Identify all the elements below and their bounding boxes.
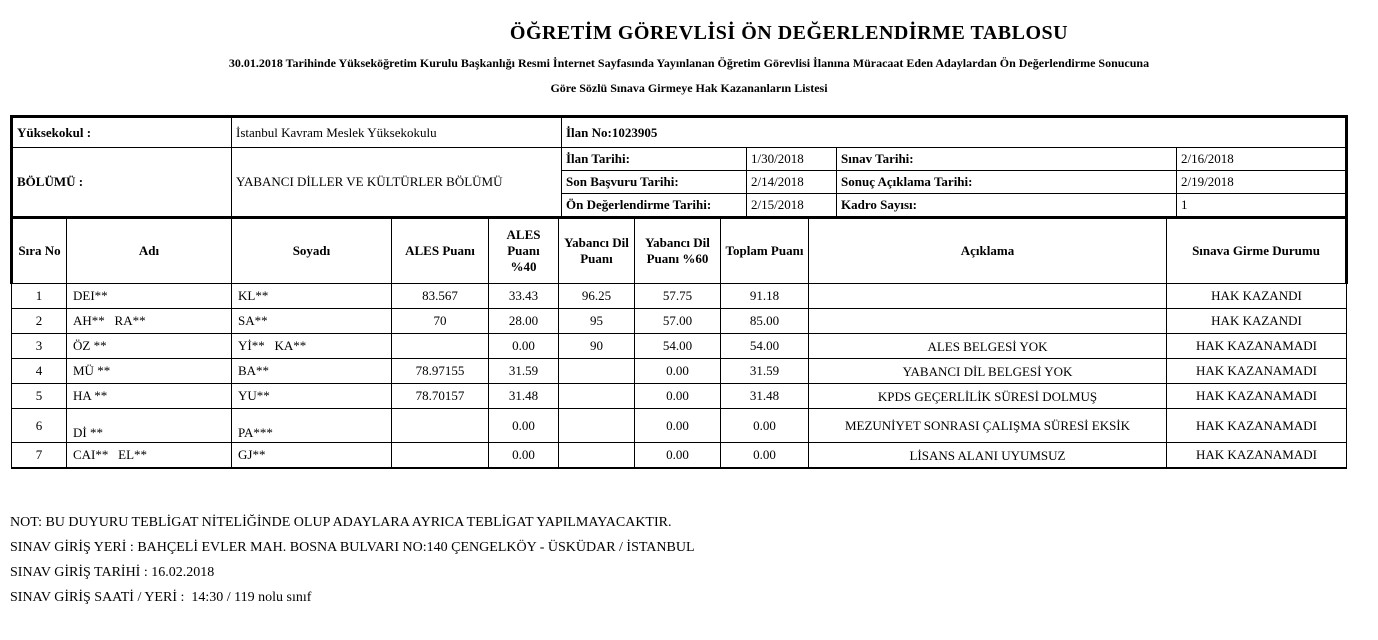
kadro-sayisi-label: Kadro Sayısı: [837, 194, 1177, 218]
header-row [12, 219, 1347, 284]
cell-toplam: 54.00 [721, 334, 809, 359]
cell-durum: HAK KAZANAMADI [1167, 384, 1347, 409]
cell-toplam: 85.00 [721, 309, 809, 334]
cell-toplam: 91.18 [721, 284, 809, 309]
cell-ales40: 33.43 [489, 284, 559, 309]
cell-toplam: 31.59 [721, 359, 809, 384]
cell-toplam: 0.00 [721, 409, 809, 443]
col-header-sira-no: Sıra No [12, 219, 67, 284]
table-row [12, 384, 1347, 409]
table-row [12, 309, 1347, 334]
tables-container [10, 115, 1345, 469]
cell-yd60: 57.75 [635, 284, 721, 309]
cell-soyadi: KL** [232, 284, 392, 309]
cell-yd: 96.25 [559, 284, 635, 309]
cell-sira: 2 [12, 309, 67, 334]
cell-adi: HA ** [67, 384, 232, 409]
cell-ales: 83.567 [392, 284, 489, 309]
col-header-toplam: Toplam Puanı [721, 219, 809, 284]
cell-adi: DEI** [67, 284, 232, 309]
sonuc-aciklama-label: Sonuç Açıklama Tarihi: [837, 171, 1177, 194]
subtitle-line-2: Göre Sözlü Sınava Girmeye Hak Kazananların Listesi [550, 81, 828, 95]
cell-soyadi: BA** [232, 359, 392, 384]
cell-yd [559, 359, 635, 384]
on-degerlendirme-value: 2/15/2018 [747, 194, 837, 218]
cell-ales: 78.70157 [392, 384, 489, 409]
cell-aciklama [809, 284, 1167, 309]
sinav-tarihi-value: 2/16/2018 [1177, 148, 1347, 171]
cell-soyadi: PA*** [232, 409, 392, 443]
results-table [10, 219, 1348, 469]
ilan-tarihi-label: İlan Tarihi: [562, 148, 747, 171]
cell-ales40: 0.00 [489, 409, 559, 443]
son-basvuru-value: 2/14/2018 [747, 171, 837, 194]
col-header-yabanci-dil: Yabancı Dil Puanı [559, 219, 635, 284]
cell-yd [559, 384, 635, 409]
ilan-no: İlan No:1023905 [562, 117, 1347, 148]
note-sinav-giris-yeri: SINAV GİRİŞ YERİ : BAHÇELİ EVLER MAH. BOSNA BULVARI NO:140 ÇENGELKÖY - ÜSKÜDAR / İSTANBUL [10, 540, 695, 555]
cell-sira: 3 [12, 334, 67, 359]
cell-soyadi: Yİ** KA** [232, 334, 392, 359]
yuksekokul-value: İstanbul Kavram Meslek Yüksekokulu [232, 117, 562, 148]
cell-aciklama [809, 409, 1167, 443]
table-row [12, 284, 1347, 309]
aciklama-text: KPDS GEÇERLİLİK SÜRESİ DOLMUŞ [877, 388, 1098, 404]
cell-soyadi: SA** [232, 309, 392, 334]
cell-yd [559, 443, 635, 469]
cell-sira: 6 [12, 409, 67, 443]
cell-adi: CAI** EL** [67, 443, 232, 469]
yuksekokul-label: Yüksekokul : [12, 117, 232, 148]
kadro-sayisi-value: 1 [1177, 194, 1347, 218]
cell-ales40: 31.59 [489, 359, 559, 384]
info-table [10, 115, 1348, 219]
cell-yd60: 0.00 [635, 359, 721, 384]
cell-sira: 1 [12, 284, 67, 309]
table-row [12, 443, 1347, 469]
cell-durum: HAK KAZANDI [1167, 284, 1347, 309]
aciklama-text: ALES BELGESİ YOK [927, 338, 1048, 354]
cell-yd: 95 [559, 309, 635, 334]
aciklama-text: YABANCI DİL BELGESİ YOK [902, 363, 1073, 379]
col-header-ales-40: ALES Puanı %40 [489, 219, 559, 284]
cell-ales: 78.97155 [392, 359, 489, 384]
cell-aciklama [809, 443, 1167, 469]
col-header-ales-puani: ALES Puanı [392, 219, 489, 284]
cell-soyadi: GJ** [232, 443, 392, 469]
cell-yd [559, 409, 635, 443]
cell-aciklama [809, 334, 1167, 359]
cell-adi: Dİ ** [67, 409, 232, 443]
cell-sira: 7 [12, 443, 67, 469]
cell-ales40: 0.00 [489, 443, 559, 469]
footer-notes [10, 510, 695, 610]
ilan-tarihi-value: 1/30/2018 [747, 148, 837, 171]
table-row [12, 359, 1347, 384]
col-header-adi: Adı [67, 219, 232, 284]
sonuc-aciklama-value: 2/19/2018 [1177, 171, 1347, 194]
cell-sira: 4 [12, 359, 67, 384]
aciklama-text: LİSANS ALANI UYUMSUZ [909, 447, 1066, 463]
sinav-tarihi-label: Sınav Tarihi: [837, 148, 1177, 171]
subtitle-line-1: 30.01.2018 Tarihinde Yükseköğretim Kurulu Başkanlığı Resmi İnternet Sayfasında Yayınlanan Öğretim Görevlisi İlanına Müracaat Eden Adaylardan Ön Değerlendirme Sonucuna [228, 56, 1150, 70]
cell-yd: 90 [559, 334, 635, 359]
col-header-sinava-girme: Sınava Girme Durumu [1167, 219, 1347, 284]
cell-ales40: 31.48 [489, 384, 559, 409]
cell-adi: MÜ ** [67, 359, 232, 384]
cell-adi: ÖZ ** [67, 334, 232, 359]
cell-ales: 70 [392, 309, 489, 334]
cell-yd60: 54.00 [635, 334, 721, 359]
aciklama-text: MEZUNİYET SONRASI ÇALIŞMA SÜRESİ EKSİK [844, 418, 1131, 434]
cell-yd60: 57.00 [635, 309, 721, 334]
cell-ales [392, 443, 489, 469]
note-tebligat: NOT: BU DUYURU TEBLİGAT NİTELİĞİNDE OLUP ADAYLARA AYRICA TEBLİGAT YAPILMAYACAKTIR. [10, 515, 672, 530]
table-row [12, 334, 1347, 359]
cell-yd60: 0.00 [635, 443, 721, 469]
col-header-soyadi: Soyadı [232, 219, 392, 284]
cell-durum: HAK KAZANDI [1167, 309, 1347, 334]
cell-toplam: 0.00 [721, 443, 809, 469]
note-sinav-giris-tarihi: SINAV GİRİŞ TARİHİ : 16.02.2018 [10, 565, 215, 580]
cell-adi: AH** RA** [67, 309, 232, 334]
cell-ales [392, 409, 489, 443]
cell-durum: HAK KAZANAMADI [1167, 359, 1347, 384]
col-header-yabanci-dil-60: Yabancı Dil Puanı %60 [635, 219, 721, 284]
cell-soyadi: YU** [232, 384, 392, 409]
cell-aciklama [809, 309, 1167, 334]
son-basvuru-label: Son Başvuru Tarihi: [562, 171, 747, 194]
cell-yd60: 0.00 [635, 384, 721, 409]
cell-durum: HAK KAZANAMADI [1167, 334, 1347, 359]
cell-durum: HAK KAZANAMADI [1167, 409, 1347, 443]
cell-ales [392, 334, 489, 359]
cell-aciklama [809, 359, 1167, 384]
on-degerlendirme-label: Ön Değerlendirme Tarihi: [562, 194, 747, 218]
cell-toplam: 31.48 [721, 384, 809, 409]
cell-yd60: 0.00 [635, 409, 721, 443]
note-sinav-giris-saati: SINAV GİRİŞ SAATİ / YERİ : 14:30 / 119 nolu sınıf [10, 590, 312, 605]
bolumu-label: BÖLÜMÜ : [12, 148, 232, 218]
cell-durum: HAK KAZANAMADI [1167, 443, 1347, 469]
page-title: ÖĞRETİM GÖREVLİSİ ÖN DEĞERLENDİRME TABLOSU [509, 22, 1069, 44]
col-header-aciklama: Açıklama [809, 219, 1167, 284]
table-row [12, 409, 1347, 443]
bolumu-value: YABANCI DİLLER VE KÜLTÜRLER BÖLÜMÜ [232, 148, 562, 218]
cell-ales40: 0.00 [489, 334, 559, 359]
cell-ales40: 28.00 [489, 309, 559, 334]
cell-sira: 5 [12, 384, 67, 409]
cell-aciklama [809, 384, 1167, 409]
